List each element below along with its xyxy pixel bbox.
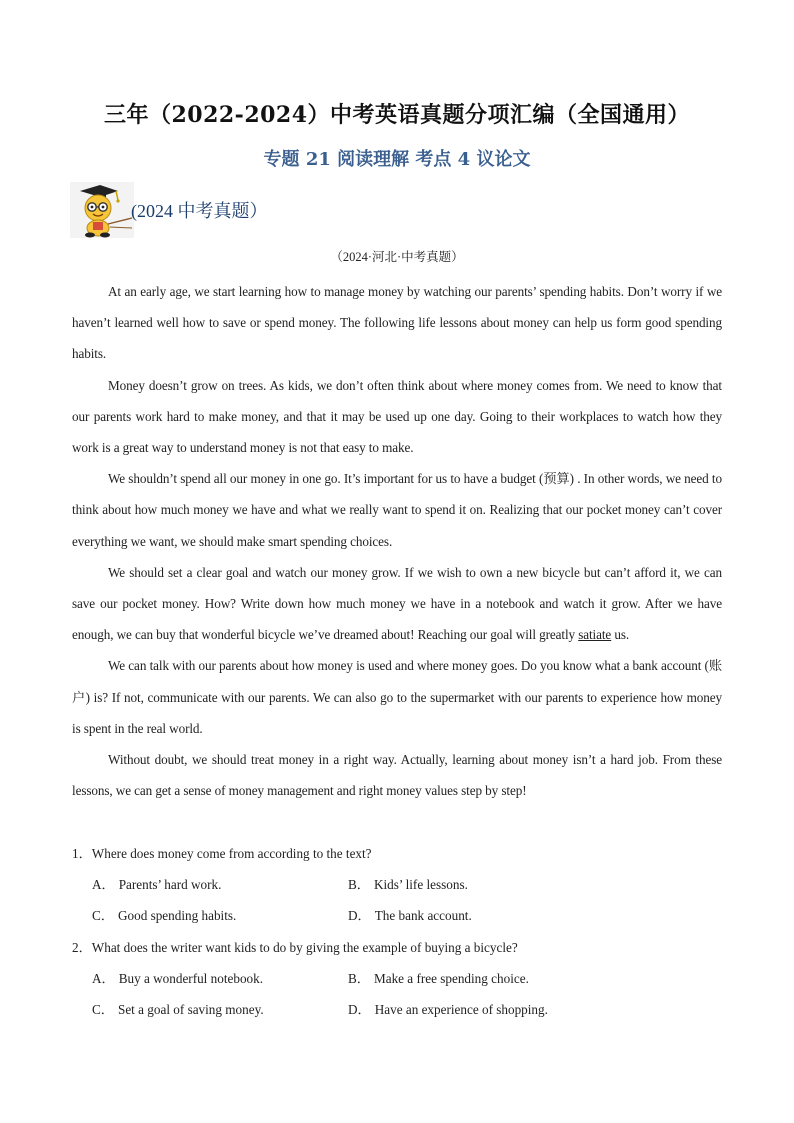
passage-source: （2024·河北·中考真题）	[330, 250, 464, 264]
option-row	[72, 963, 722, 994]
passage-paragraph-5: We can talk with our parents about how money is used and where money goes. Do you know what a bank account (账户) is? If not, communicate with our parents. We can also go to the supermarket with our parents to experience how money is spent in the real world.	[72, 658, 722, 736]
passage-paragraph-3: We shouldn’t spend all our money in one go. It’s important for us to have a budget (预算) . In other words, we need to think about how much money we have and what we really want to spend it on. Realizing that our pocket money can’t cover everything we want, we should make smart spending choices.	[72, 471, 722, 549]
question-2	[72, 932, 722, 1026]
option-b[interactable]: B． Kids’ life lessons.	[348, 877, 468, 893]
underlined-word: satiate	[578, 627, 612, 643]
option-row	[72, 900, 722, 931]
option-c[interactable]: C． Set a goal of saving money.	[92, 1002, 264, 1018]
reading-passage	[72, 276, 722, 806]
passage-paragraph-1: At an early age, we start learning how to manage money by watching our parents’ spending habits. Don’t worry if we haven’t learned well how to save or spend money. The following life lessons about money can help us form good spending habits.	[72, 284, 722, 362]
page-subtitle: 专题 21 阅读理解 考点 4 议论文	[263, 149, 531, 170]
paragraph-4-text: We should set a clear goal and watch our money grow. If we wish to own a new bicycle but can’t afford it, we can save our pocket money. How? Write down how much money we have in a notebook and watch it grow. After we have enough, we can buy that wonderful bicycle we’ve dreamed about! Reaching our goal will greatly	[72, 564, 722, 643]
option-b[interactable]: B． Make a free spending choice.	[348, 970, 529, 986]
option-row	[72, 869, 722, 900]
option-a[interactable]: A． Buy a wonderful notebook.	[92, 970, 264, 986]
section-heading: (2024 中考真题）	[131, 201, 268, 221]
passage-paragraph-6: Without doubt, we should treat money in a right way. Actually, learning about money isn’t a hard job. From these lessons, we can get a sense of money management and right money values step by step!	[72, 752, 722, 799]
option-d[interactable]: D． Have an experience of shopping.	[348, 1002, 548, 1018]
question-list	[72, 838, 722, 1025]
option-a[interactable]: A． Parents’ hard work.	[92, 877, 222, 893]
page-title: 三年（2022-2024）中考英语真题分项汇编（全国通用）	[103, 102, 691, 128]
question-stem: 2．What does the writer want kids to do by giving the example of buying a bicycle?	[72, 939, 518, 955]
option-c[interactable]: C． Good spending habits.	[92, 908, 237, 924]
paragraph-4-end: us.	[611, 627, 630, 643]
question-stem: 1．Where does money come from according to the text?	[72, 846, 372, 861]
passage-paragraph-4	[72, 557, 722, 651]
option-row	[72, 994, 722, 1025]
passage-paragraph-2: Money doesn’t grow on trees. As kids, we don’t often think about where money comes from. We need to know that our parents work hard to make money, and that it may be used up one day. Going to their workplaces to watch how they work is a great way to understand money is not that easy to make.	[72, 377, 722, 456]
question-1	[72, 838, 722, 932]
option-d[interactable]: D． The bank account.	[348, 908, 472, 924]
professor-mascot-icon	[70, 182, 134, 238]
